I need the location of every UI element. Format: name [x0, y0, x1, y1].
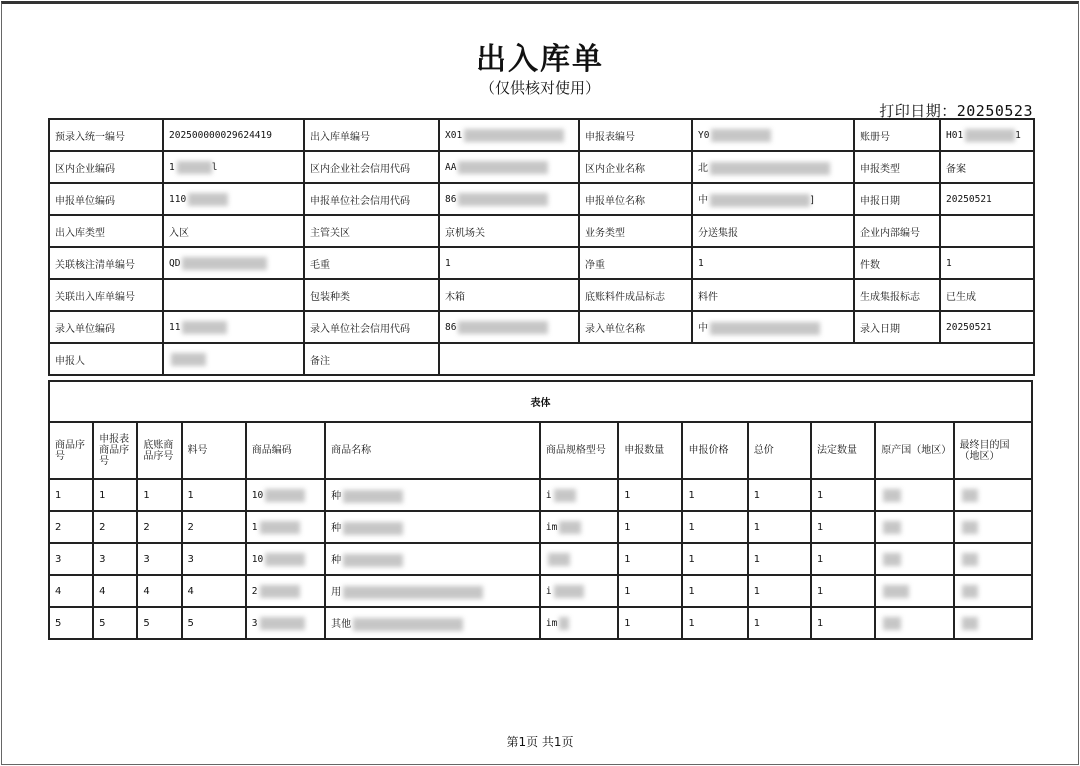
table-cell-text: 1 — [624, 617, 631, 629]
field-label: 出入库单编号 — [304, 119, 439, 151]
field-value-text: 86 — [445, 321, 457, 333]
field-label: 关联出入库单编号 — [49, 279, 163, 311]
redacted-block — [260, 585, 300, 598]
table-cell-text: 2 — [143, 521, 150, 533]
field-value — [163, 183, 304, 215]
table-cell-text: im — [545, 521, 558, 533]
redacted-block — [962, 521, 978, 534]
column-header: 总价 — [748, 422, 811, 479]
field-value — [692, 247, 854, 279]
field-value — [163, 247, 304, 279]
declarant-label: 申报人 — [49, 343, 163, 375]
field-value-suffix: l — [211, 161, 218, 173]
redacted-block — [343, 490, 403, 503]
header-row — [49, 311, 1034, 343]
column-header: 申报价格 — [682, 422, 747, 479]
field-value — [439, 311, 579, 343]
column-header: 料号 — [182, 422, 246, 479]
table-cell-text: 2 — [55, 521, 62, 533]
table-row — [49, 575, 1032, 607]
header-row — [49, 119, 1034, 151]
column-header: 商品编码 — [246, 422, 325, 479]
table-cell-text: 2 — [99, 521, 106, 533]
header-table — [48, 118, 1035, 376]
field-value — [163, 119, 304, 151]
table-cell — [540, 479, 618, 511]
redacted-block — [548, 553, 570, 566]
table-cell-text: 5 — [55, 617, 62, 629]
redacted-block — [883, 521, 901, 534]
field-value — [439, 151, 579, 183]
table-cell — [93, 575, 137, 607]
redacted-block — [260, 521, 300, 534]
table-cell — [93, 543, 137, 575]
redacted-block — [171, 353, 206, 366]
table-cell — [93, 511, 137, 543]
redacted-block — [962, 585, 978, 598]
redacted-block — [177, 161, 212, 174]
field-value — [439, 247, 579, 279]
redacted-block — [343, 522, 403, 535]
table-cell-text: 4 — [99, 585, 106, 597]
body-table — [48, 380, 1033, 640]
field-value-text: 已生成 — [946, 291, 976, 303]
redacted-block — [962, 617, 978, 630]
table-cell-text: 1 — [624, 553, 631, 565]
field-value-text: 11 — [169, 321, 181, 333]
header-row — [49, 151, 1034, 183]
table-cell — [182, 479, 246, 511]
field-label: 净重 — [579, 247, 692, 279]
field-label: 申报日期 — [854, 183, 940, 215]
field-value-suffix: 1 — [1015, 129, 1021, 141]
table-cell — [540, 543, 618, 575]
table-cell — [875, 543, 953, 575]
table-cell-text: 1 — [55, 489, 62, 501]
table-row — [49, 511, 1032, 543]
table-cell — [682, 607, 747, 639]
redacted-block — [182, 257, 267, 270]
table-cell-text: 1 — [753, 489, 761, 501]
field-value — [940, 119, 1034, 151]
field-label: 申报类型 — [854, 151, 940, 183]
table-cell-text: 5 — [99, 617, 106, 629]
table-cell — [682, 511, 747, 543]
table-cell — [49, 607, 93, 639]
field-value-text: H01 — [946, 129, 964, 141]
table-cell — [93, 479, 137, 511]
table-cell-text: 3 — [143, 553, 150, 565]
document-subtitle: （仅供核对使用） — [479, 79, 600, 97]
declarant-value — [163, 343, 304, 375]
field-value — [439, 119, 579, 151]
table-cell-text: im — [545, 617, 558, 629]
table-cell-text: 其他 — [331, 619, 352, 631]
header-row — [49, 247, 1034, 279]
redacted-block — [464, 129, 564, 142]
table-cell-text: 1 — [143, 489, 150, 501]
redacted-block — [883, 617, 901, 630]
table-cell — [182, 543, 246, 575]
field-label: 区内企业社会信用代码 — [304, 151, 439, 183]
column-header: 法定数量 — [811, 422, 875, 479]
table-cell — [49, 543, 93, 575]
field-label: 件数 — [854, 247, 940, 279]
table-cell — [618, 511, 682, 543]
table-cell — [954, 607, 1032, 639]
table-cell — [748, 479, 811, 511]
column-header: 商品名称 — [325, 422, 540, 479]
field-value — [940, 311, 1034, 343]
table-cell-text: 1 — [187, 489, 194, 501]
redacted-block — [710, 162, 830, 175]
table-cell-text: 1 — [624, 585, 631, 597]
table-cell — [811, 511, 875, 543]
table-cell-text: i — [545, 585, 552, 597]
table-cell — [682, 479, 747, 511]
table-cell-text: 种 — [331, 555, 342, 567]
table-cell — [137, 543, 181, 575]
field-value-text: 1 — [445, 257, 451, 269]
field-value — [692, 215, 854, 247]
header-row — [49, 215, 1034, 247]
field-label: 生成集报标志 — [854, 279, 940, 311]
table-cell-text: 1 — [816, 553, 824, 565]
redacted-block — [883, 553, 901, 566]
redacted-block — [559, 521, 581, 534]
field-label: 出入库类型 — [49, 215, 163, 247]
table-cell — [137, 511, 181, 543]
table-cell — [618, 607, 682, 639]
redacted-block — [883, 585, 909, 598]
field-label: 企业内部编号 — [854, 215, 940, 247]
redacted-block — [343, 586, 483, 599]
table-row — [49, 543, 1032, 575]
field-value — [163, 151, 304, 183]
table-cell-text: 1 — [753, 553, 761, 565]
table-cell-text: i — [545, 489, 552, 501]
field-label: 毛重 — [304, 247, 439, 279]
table-cell — [618, 575, 682, 607]
field-value-text: 1 — [169, 161, 175, 173]
field-value-text: X01 — [445, 129, 463, 141]
column-header: 商品规格型号 — [540, 422, 618, 479]
table-cell — [137, 479, 181, 511]
field-value — [692, 279, 854, 311]
field-value-text: 木箱 — [445, 291, 465, 303]
redacted-block — [265, 553, 305, 566]
table-cell — [93, 607, 137, 639]
field-value — [692, 119, 854, 151]
field-value-text: 202500000029624419 — [169, 129, 272, 141]
field-value — [692, 151, 854, 183]
table-cell — [325, 479, 540, 511]
column-header: 最终目的国（地区） — [954, 422, 1032, 479]
table-cell — [811, 479, 875, 511]
table-cell — [811, 575, 875, 607]
redacted-block — [965, 129, 1015, 142]
table-cell — [246, 479, 325, 511]
column-header: 申报表商品序号 — [93, 422, 137, 479]
field-label: 账册号 — [854, 119, 940, 151]
page-footer: 第1页 共1页 — [506, 735, 574, 749]
field-value-text: 110 — [169, 193, 187, 205]
field-label: 申报表编号 — [579, 119, 692, 151]
field-value-text: 分送集报 — [698, 227, 738, 239]
table-cell — [182, 511, 246, 543]
field-value-text: Y0 — [698, 129, 710, 141]
table-cell — [246, 607, 325, 639]
field-value — [940, 215, 1034, 247]
field-value-text: 备案 — [946, 163, 966, 175]
table-cell — [954, 575, 1032, 607]
field-value — [163, 279, 304, 311]
table-cell-text: 1 — [753, 521, 761, 533]
field-value — [692, 311, 854, 343]
table-cell — [540, 575, 618, 607]
field-label: 录入单位编码 — [49, 311, 163, 343]
redacted-block — [962, 489, 978, 502]
field-value-text: AA — [445, 161, 457, 173]
field-label: 包装种类 — [304, 279, 439, 311]
field-value — [940, 183, 1034, 215]
table-cell — [811, 543, 875, 575]
table-cell — [875, 479, 953, 511]
table-cell — [748, 511, 811, 543]
table-cell — [325, 511, 540, 543]
field-value-text: 1 — [698, 257, 704, 269]
table-cell — [246, 575, 325, 607]
table-cell — [618, 543, 682, 575]
table-cell-text: 1 — [816, 585, 824, 597]
table-cell — [325, 607, 540, 639]
table-cell-text: 1 — [816, 617, 824, 629]
table-row — [49, 479, 1032, 511]
table-cell-text: 1 — [688, 617, 695, 629]
table-cell — [246, 543, 325, 575]
table-cell — [954, 543, 1032, 575]
field-label: 主管关区 — [304, 215, 439, 247]
table-cell — [875, 575, 953, 607]
field-value-text: 20250521 — [946, 321, 992, 333]
field-label: 录入单位社会信用代码 — [304, 311, 439, 343]
field-label: 申报单位编码 — [49, 183, 163, 215]
table-cell-text: 3 — [55, 553, 62, 565]
table-cell-text: 种 — [331, 523, 342, 535]
field-value-suffix: ] — [810, 195, 814, 207]
table-cell — [49, 511, 93, 543]
table-cell — [811, 607, 875, 639]
table-cell — [748, 543, 811, 575]
field-label: 录入单位名称 — [579, 311, 692, 343]
field-value-text: QD — [169, 257, 181, 269]
table-cell-text: 1 — [624, 521, 631, 533]
redacted-block — [883, 489, 901, 502]
table-cell-text: 5 — [187, 617, 194, 629]
remark-value — [439, 343, 1034, 375]
field-value — [163, 215, 304, 247]
table-cell — [875, 511, 953, 543]
field-value — [940, 279, 1034, 311]
table-cell — [246, 511, 325, 543]
field-label: 预录入统一编号 — [49, 119, 163, 151]
table-cell — [682, 575, 747, 607]
table-cell-text: 4 — [55, 585, 62, 597]
table-cell-text: 10 — [251, 553, 264, 565]
field-label: 申报单位社会信用代码 — [304, 183, 439, 215]
field-value-text: 中 — [698, 323, 708, 335]
table-cell — [182, 575, 246, 607]
print-date-label: 打印日期： — [879, 102, 957, 120]
table-cell-text: 5 — [143, 617, 150, 629]
table-cell-text: 1 — [816, 521, 824, 533]
field-label: 区内企业名称 — [579, 151, 692, 183]
table-cell-text: 10 — [251, 489, 264, 501]
table-row — [49, 607, 1032, 639]
table-cell — [682, 543, 747, 575]
column-header: 申报数量 — [618, 422, 682, 479]
table-cell — [49, 575, 93, 607]
redacted-block — [188, 193, 228, 206]
table-cell — [182, 607, 246, 639]
field-label: 申报单位名称 — [579, 183, 692, 215]
table-cell — [325, 543, 540, 575]
table-cell-text: 1 — [753, 585, 761, 597]
redacted-block — [458, 321, 548, 334]
table-cell-text: 1 — [688, 585, 695, 597]
field-value-text: 京机场关 — [445, 227, 485, 239]
field-value-text: 北 — [698, 163, 708, 175]
field-value-text: 入区 — [169, 227, 189, 239]
table-cell-text: 1 — [816, 489, 824, 501]
table-cell-text: 1 — [688, 489, 695, 501]
table-cell — [137, 607, 181, 639]
table-cell-text: 1 — [251, 521, 258, 533]
column-header: 商品序号 — [49, 422, 93, 479]
field-value — [439, 279, 579, 311]
redacted-block — [710, 322, 820, 335]
field-label: 区内企业编码 — [49, 151, 163, 183]
table-cell-text: 3 — [99, 553, 106, 565]
table-cell — [954, 511, 1032, 543]
remark-label: 备注 — [304, 343, 439, 375]
table-cell-text: 用 — [331, 587, 342, 599]
redacted-block — [559, 617, 569, 630]
field-value-text: 1 — [946, 257, 952, 269]
table-cell-text: 3 — [187, 553, 194, 565]
table-cell — [325, 575, 540, 607]
table-cell-text: 1 — [688, 521, 695, 533]
table-cell-text: 2 — [251, 585, 258, 597]
field-value-text: 料件 — [698, 291, 718, 303]
redacted-block — [962, 553, 978, 566]
field-value — [439, 183, 579, 215]
redacted-block — [710, 194, 810, 207]
field-label: 关联核注清单编号 — [49, 247, 163, 279]
document-title: 出入库单 — [476, 42, 604, 77]
redacted-block — [343, 554, 403, 567]
field-value — [163, 311, 304, 343]
redacted-block — [458, 193, 548, 206]
table-cell-text: 1 — [688, 553, 695, 565]
redacted-block — [458, 161, 548, 174]
table-cell — [540, 511, 618, 543]
table-cell-text: 3 — [251, 617, 258, 629]
redacted-block — [260, 617, 305, 630]
redacted-block — [554, 585, 584, 598]
column-header: 底账商品序号 — [137, 422, 181, 479]
table-cell — [954, 479, 1032, 511]
table-cell-text: 2 — [187, 521, 194, 533]
table-cell-text: 种 — [331, 491, 342, 503]
table-cell — [540, 607, 618, 639]
print-date-value: 20250523 — [956, 102, 1033, 120]
field-value — [940, 151, 1034, 183]
table-cell — [618, 479, 682, 511]
field-label: 底账料件成品标志 — [579, 279, 692, 311]
table-cell-text: 4 — [143, 585, 150, 597]
table-cell-text: 4 — [187, 585, 194, 597]
field-label: 录入日期 — [854, 311, 940, 343]
column-header: 原产国（地区） — [875, 422, 953, 479]
body-caption: 表体 — [49, 381, 1032, 422]
table-cell-text: 1 — [624, 489, 631, 501]
redacted-block — [265, 489, 305, 502]
table-cell — [748, 575, 811, 607]
redacted-block — [554, 489, 576, 502]
table-cell-text: 1 — [99, 489, 106, 501]
table-cell — [748, 607, 811, 639]
redacted-block — [711, 129, 771, 142]
header-row — [49, 279, 1034, 311]
field-value-text: 86 — [445, 193, 457, 205]
field-label: 业务类型 — [579, 215, 692, 247]
field-value — [439, 215, 579, 247]
field-value — [940, 247, 1034, 279]
table-cell — [137, 575, 181, 607]
table-cell — [49, 479, 93, 511]
field-value-text: 20250521 — [946, 193, 992, 205]
field-value-text: 中 — [698, 195, 708, 207]
field-value — [692, 183, 854, 215]
table-cell-text: 1 — [753, 617, 761, 629]
table-cell — [875, 607, 953, 639]
redacted-block — [353, 618, 463, 631]
header-row — [49, 183, 1034, 215]
redacted-block — [182, 321, 227, 334]
